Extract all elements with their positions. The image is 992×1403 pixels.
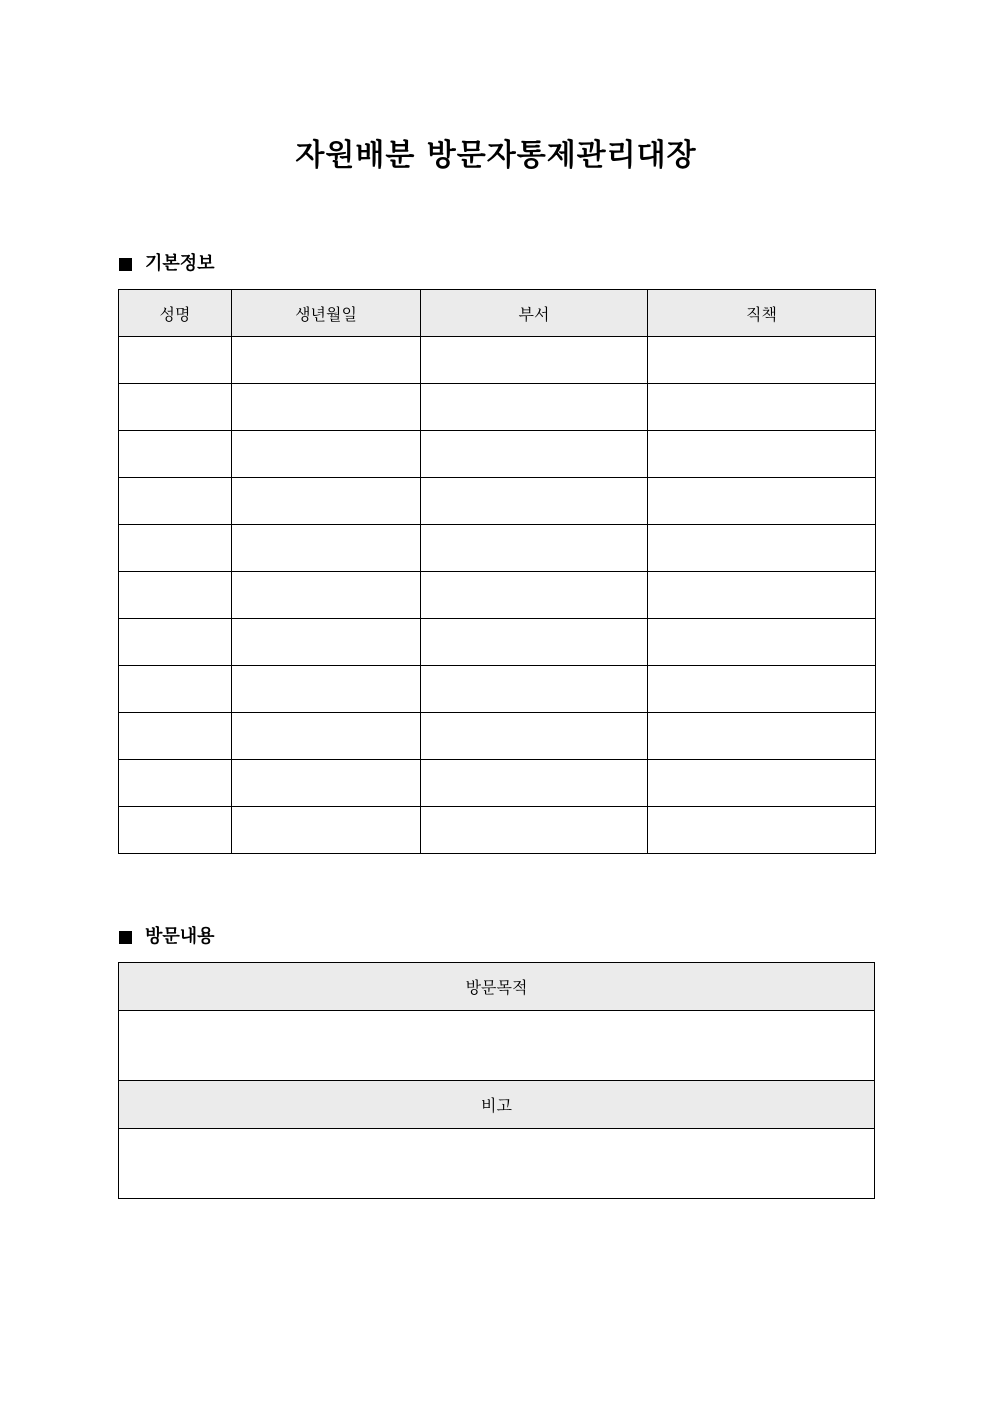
visit-content-heading-label: 방문내용 xyxy=(145,926,215,947)
table-row xyxy=(119,525,876,572)
basic-info-heading-label: 기본정보 xyxy=(145,253,215,274)
cell-birthdate[interactable] xyxy=(232,713,421,760)
cell-department[interactable] xyxy=(421,431,648,478)
table-row xyxy=(119,807,876,854)
cell-department[interactable] xyxy=(421,807,648,854)
cell-name[interactable] xyxy=(119,666,232,713)
basic-info-header-row xyxy=(119,290,876,337)
cell-position[interactable] xyxy=(648,666,876,713)
cell-department[interactable] xyxy=(421,713,648,760)
cell-birthdate[interactable] xyxy=(232,478,421,525)
cell-department[interactable] xyxy=(421,525,648,572)
cell-name[interactable] xyxy=(119,713,232,760)
cell-birthdate[interactable] xyxy=(232,572,421,619)
table-row xyxy=(119,619,876,666)
table-row xyxy=(119,666,876,713)
cell-position[interactable] xyxy=(648,760,876,807)
cell-department[interactable] xyxy=(421,337,648,384)
column-header-position: 직책 xyxy=(648,290,876,337)
cell-department[interactable] xyxy=(421,384,648,431)
cell-department[interactable] xyxy=(421,572,648,619)
cell-position[interactable] xyxy=(648,807,876,854)
basic-info-heading xyxy=(119,252,215,276)
cell-name[interactable] xyxy=(119,525,232,572)
cell-position[interactable] xyxy=(648,619,876,666)
cell-position[interactable] xyxy=(648,713,876,760)
cell-birthdate[interactable] xyxy=(232,431,421,478)
cell-birthdate[interactable] xyxy=(232,525,421,572)
table-row xyxy=(119,431,876,478)
table-row xyxy=(119,384,876,431)
cell-position[interactable] xyxy=(648,431,876,478)
cell-birthdate[interactable] xyxy=(232,666,421,713)
cell-position[interactable] xyxy=(648,525,876,572)
remarks-header: 비고 xyxy=(119,1081,875,1129)
visit-purpose-header: 방문목적 xyxy=(119,963,875,1011)
cell-department[interactable] xyxy=(421,666,648,713)
square-bullet-icon xyxy=(119,258,132,271)
cell-birthdate[interactable] xyxy=(232,760,421,807)
cell-position[interactable] xyxy=(648,572,876,619)
table-row xyxy=(119,713,876,760)
visit-purpose-cell[interactable] xyxy=(119,1011,875,1081)
cell-name[interactable] xyxy=(119,572,232,619)
cell-name[interactable] xyxy=(119,619,232,666)
document-title: 자원배분 방문자통제관리대장 xyxy=(295,138,697,173)
cell-name[interactable] xyxy=(119,807,232,854)
cell-department[interactable] xyxy=(421,478,648,525)
cell-department[interactable] xyxy=(421,619,648,666)
cell-position[interactable] xyxy=(648,478,876,525)
cell-name[interactable] xyxy=(119,431,232,478)
visit-content-heading xyxy=(119,925,215,949)
cell-birthdate[interactable] xyxy=(232,807,421,854)
cell-department[interactable] xyxy=(421,760,648,807)
visit-content-table xyxy=(118,962,875,1199)
column-header-department: 부서 xyxy=(421,290,648,337)
table-row xyxy=(119,337,876,384)
table-row xyxy=(119,478,876,525)
basic-info-table xyxy=(118,289,876,854)
cell-name[interactable] xyxy=(119,384,232,431)
square-bullet-icon xyxy=(119,931,132,944)
remarks-cell[interactable] xyxy=(119,1129,875,1199)
cell-name[interactable] xyxy=(119,337,232,384)
cell-name[interactable] xyxy=(119,760,232,807)
cell-birthdate[interactable] xyxy=(232,337,421,384)
cell-name[interactable] xyxy=(119,478,232,525)
table-row xyxy=(119,760,876,807)
cell-birthdate[interactable] xyxy=(232,619,421,666)
table-row xyxy=(119,572,876,619)
cell-birthdate[interactable] xyxy=(232,384,421,431)
cell-position[interactable] xyxy=(648,337,876,384)
column-header-name: 성명 xyxy=(119,290,232,337)
cell-position[interactable] xyxy=(648,384,876,431)
column-header-birthdate: 생년월일 xyxy=(232,290,421,337)
